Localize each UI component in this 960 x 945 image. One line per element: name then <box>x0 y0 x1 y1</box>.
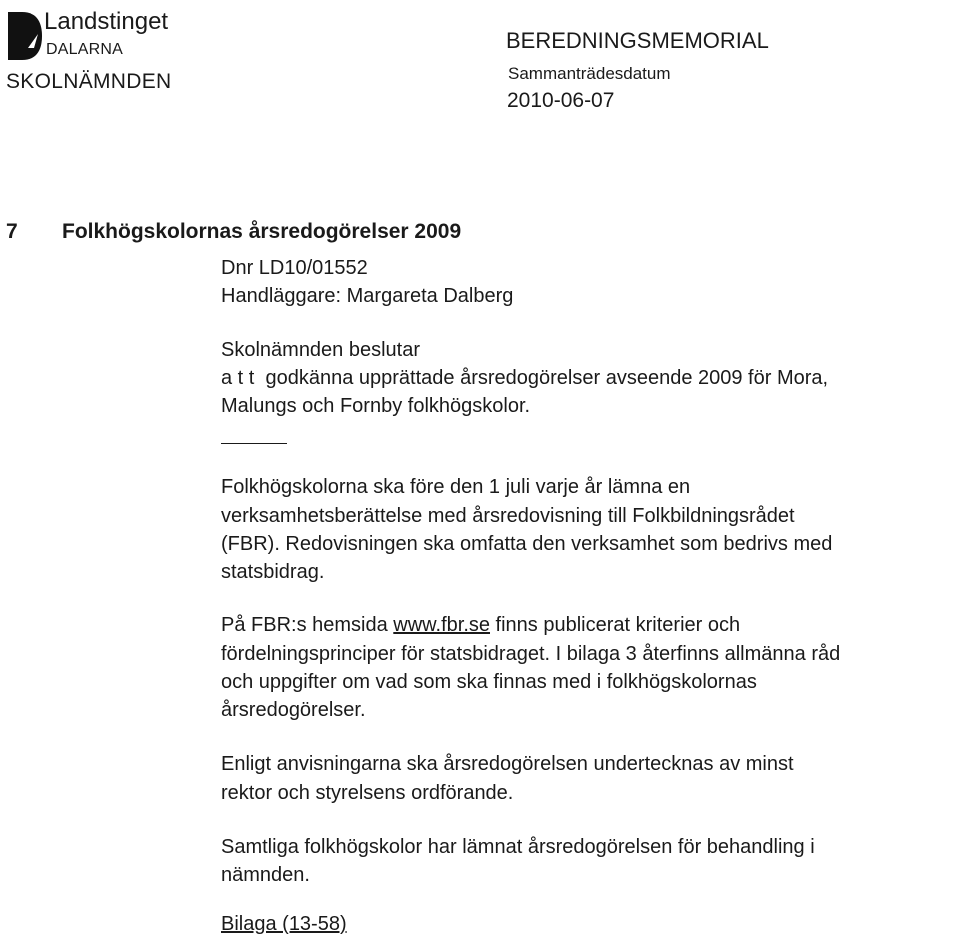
decision-heading: Skolnämnden beslutar <box>221 339 421 361</box>
para4-line-2: nämnden. <box>221 864 310 886</box>
para1-line-4: statsbidrag. <box>221 561 325 583</box>
logo-name: Landstinget <box>44 8 169 35</box>
decision-line-2: Malungs och Fornby folkhögskolor. <box>221 395 531 417</box>
para2-line-1-start: På FBR:s hemsida <box>221 614 394 636</box>
para3-line-2: rektor och styrelsens ordförande. <box>221 782 514 804</box>
landstinget-logo-icon <box>8 12 42 60</box>
para2-line-4: årsredogörelser. <box>221 699 366 721</box>
section-title: Folkhögskolornas årsredogörelser 2009 <box>62 220 462 243</box>
para1-line-1: Folkhögskolorna ska före den 1 juli varje år lämna en <box>221 476 691 498</box>
meeting-date-label: Sammanträdesdatum <box>508 64 671 83</box>
case-handler: Handläggare: Margareta Dalberg <box>221 285 514 307</box>
para2-line-1 <box>221 614 740 637</box>
section-number: 7 <box>6 220 18 243</box>
meeting-date-value: 2010-06-07 <box>507 89 615 112</box>
para2-line-3: och uppgifter om vad som ska finnas med i folkhögskolornas <box>221 671 757 693</box>
decision-line-1: a t t godkänna upprättade årsredogörelser avseende 2009 för Mora, <box>221 367 829 389</box>
para2-line-2: fördelningsprinciper för statsbidraget. I bilaga 3 återfinns allmänna råd <box>221 643 841 665</box>
logo-subtitle: DALARNA <box>46 41 123 58</box>
para2-line-1-end: finns publicerat kriterier och <box>490 614 741 636</box>
para4-line-1: Samtliga folkhögskolor har lämnat årsredogörelsen för behandling i <box>221 836 815 858</box>
divider <box>221 443 287 444</box>
attachment-reference: Bilaga (13-58) <box>221 913 347 935</box>
fbr-website-link[interactable]: www.fbr.se <box>393 614 490 636</box>
committee-name: SKOLNÄMNDEN <box>6 70 172 93</box>
case-number: Dnr LD10/01552 <box>221 257 368 279</box>
para1-line-2: verksamhetsberättelse med årsredovisning till Folkbildningsrådet <box>221 505 795 527</box>
para3-line-1: Enligt anvisningarna ska årsredogörelsen undertecknas av minst <box>221 753 794 775</box>
document-type: BEREDNINGSMEMORIAL <box>506 28 769 53</box>
para1-line-3: (FBR). Redovisningen ska omfatta den verksamhet som bedrivs med <box>221 533 833 555</box>
